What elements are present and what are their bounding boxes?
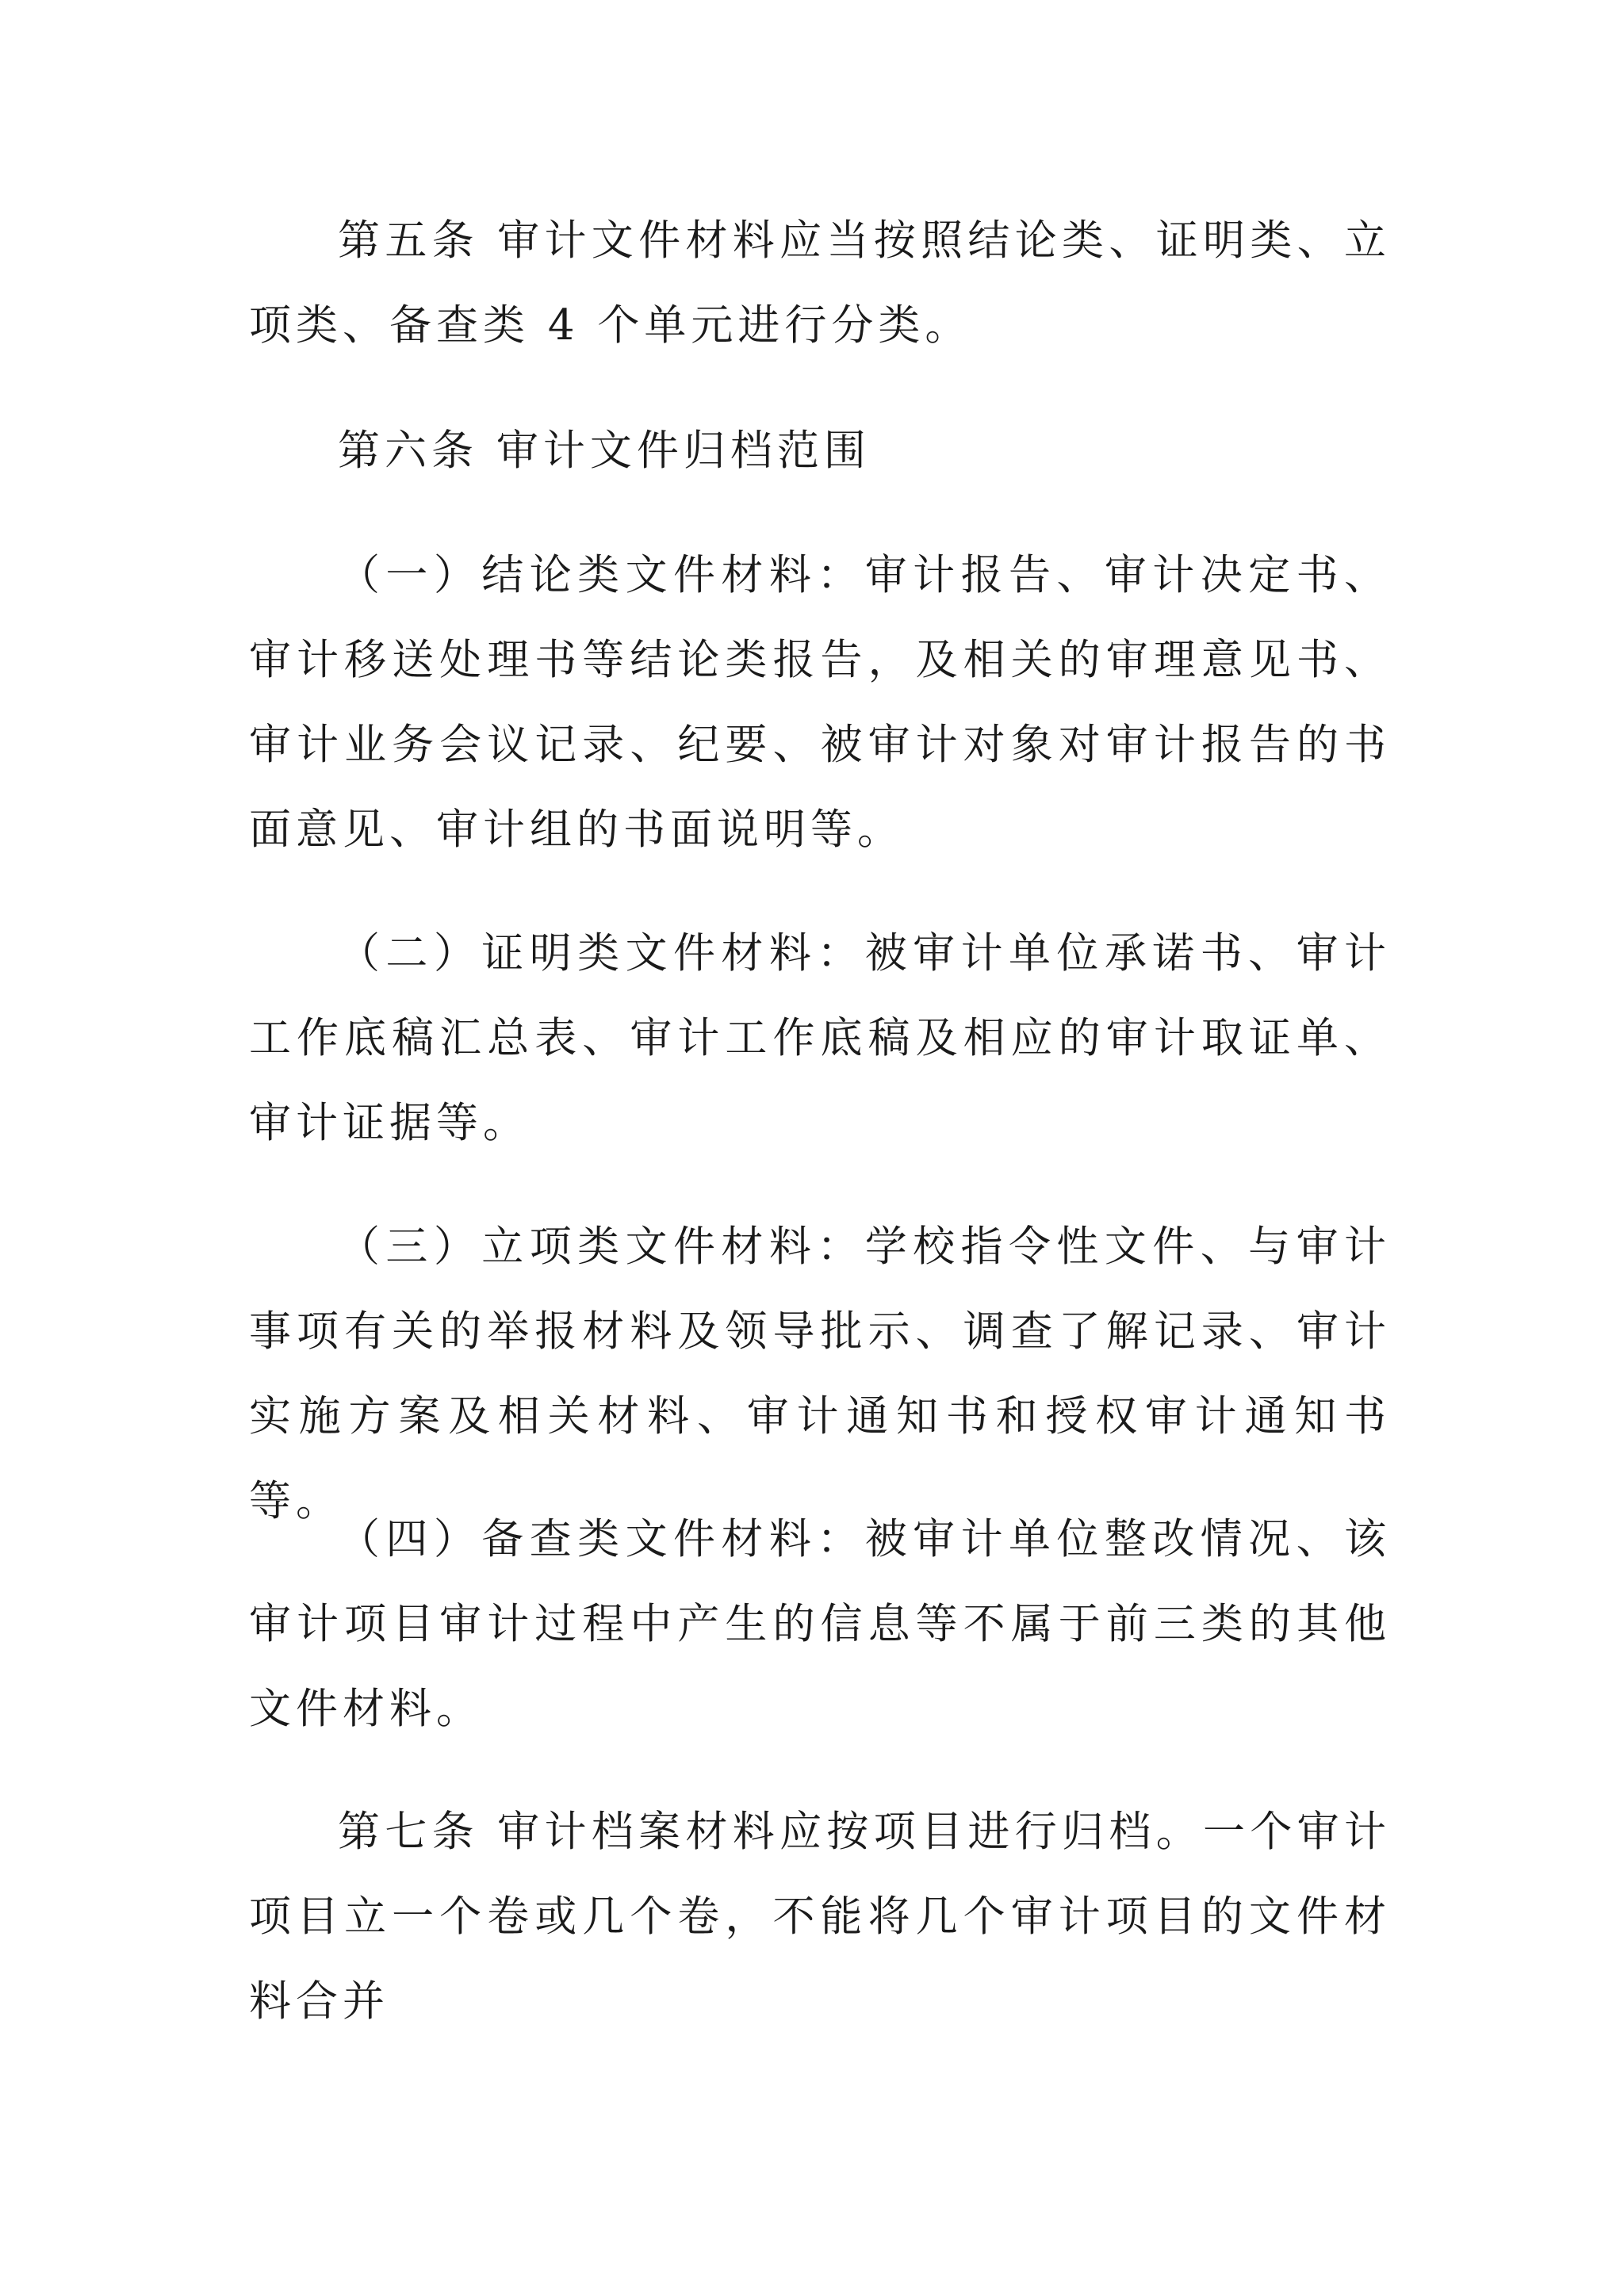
evidence-materials-paragraph: （二）证明类文件材料：被审计单位承诺书、审计工作底稿汇总表、审计工作底稿及相应的审计取证单、审计证据等。 bbox=[249, 929, 1391, 1147]
article-5-paragraph: 第五条 审计文件材料应当按照结论类、证明类、立项类、备查类 4 个单元进行分类。 bbox=[249, 216, 1391, 350]
reference-materials-paragraph: （四）备查类文件材料：被审计单位整改情况、该审计项目审计过程中产生的信息等不属于前三类的其他文件材料。 bbox=[249, 1515, 1391, 1733]
article-6-heading: 第六条 审计文件归档范围 bbox=[338, 427, 871, 475]
article-7-paragraph: 第七条 审计档案材料应按项目进行归档。一个审计项目立一个卷或几个卷，不能将几个审计项目的文件材料合并 bbox=[249, 1808, 1391, 2026]
project-materials-paragraph: （三）立项类文件材料：学校指令性文件、与审计事项有关的举报材料及领导批示、调查了解记录、审计实施方案及相关材料、审计通知书和授权审计通知书等。 bbox=[249, 1223, 1391, 1525]
conclusion-materials-paragraph: （一）结论类文件材料：审计报告、审计决定书、审计移送处理书等结论类报告，及相关的审理意见书、审计业务会议记录、纪要、被审计对象对审计报告的书面意见、审计组的书面说明等。 bbox=[249, 551, 1391, 854]
